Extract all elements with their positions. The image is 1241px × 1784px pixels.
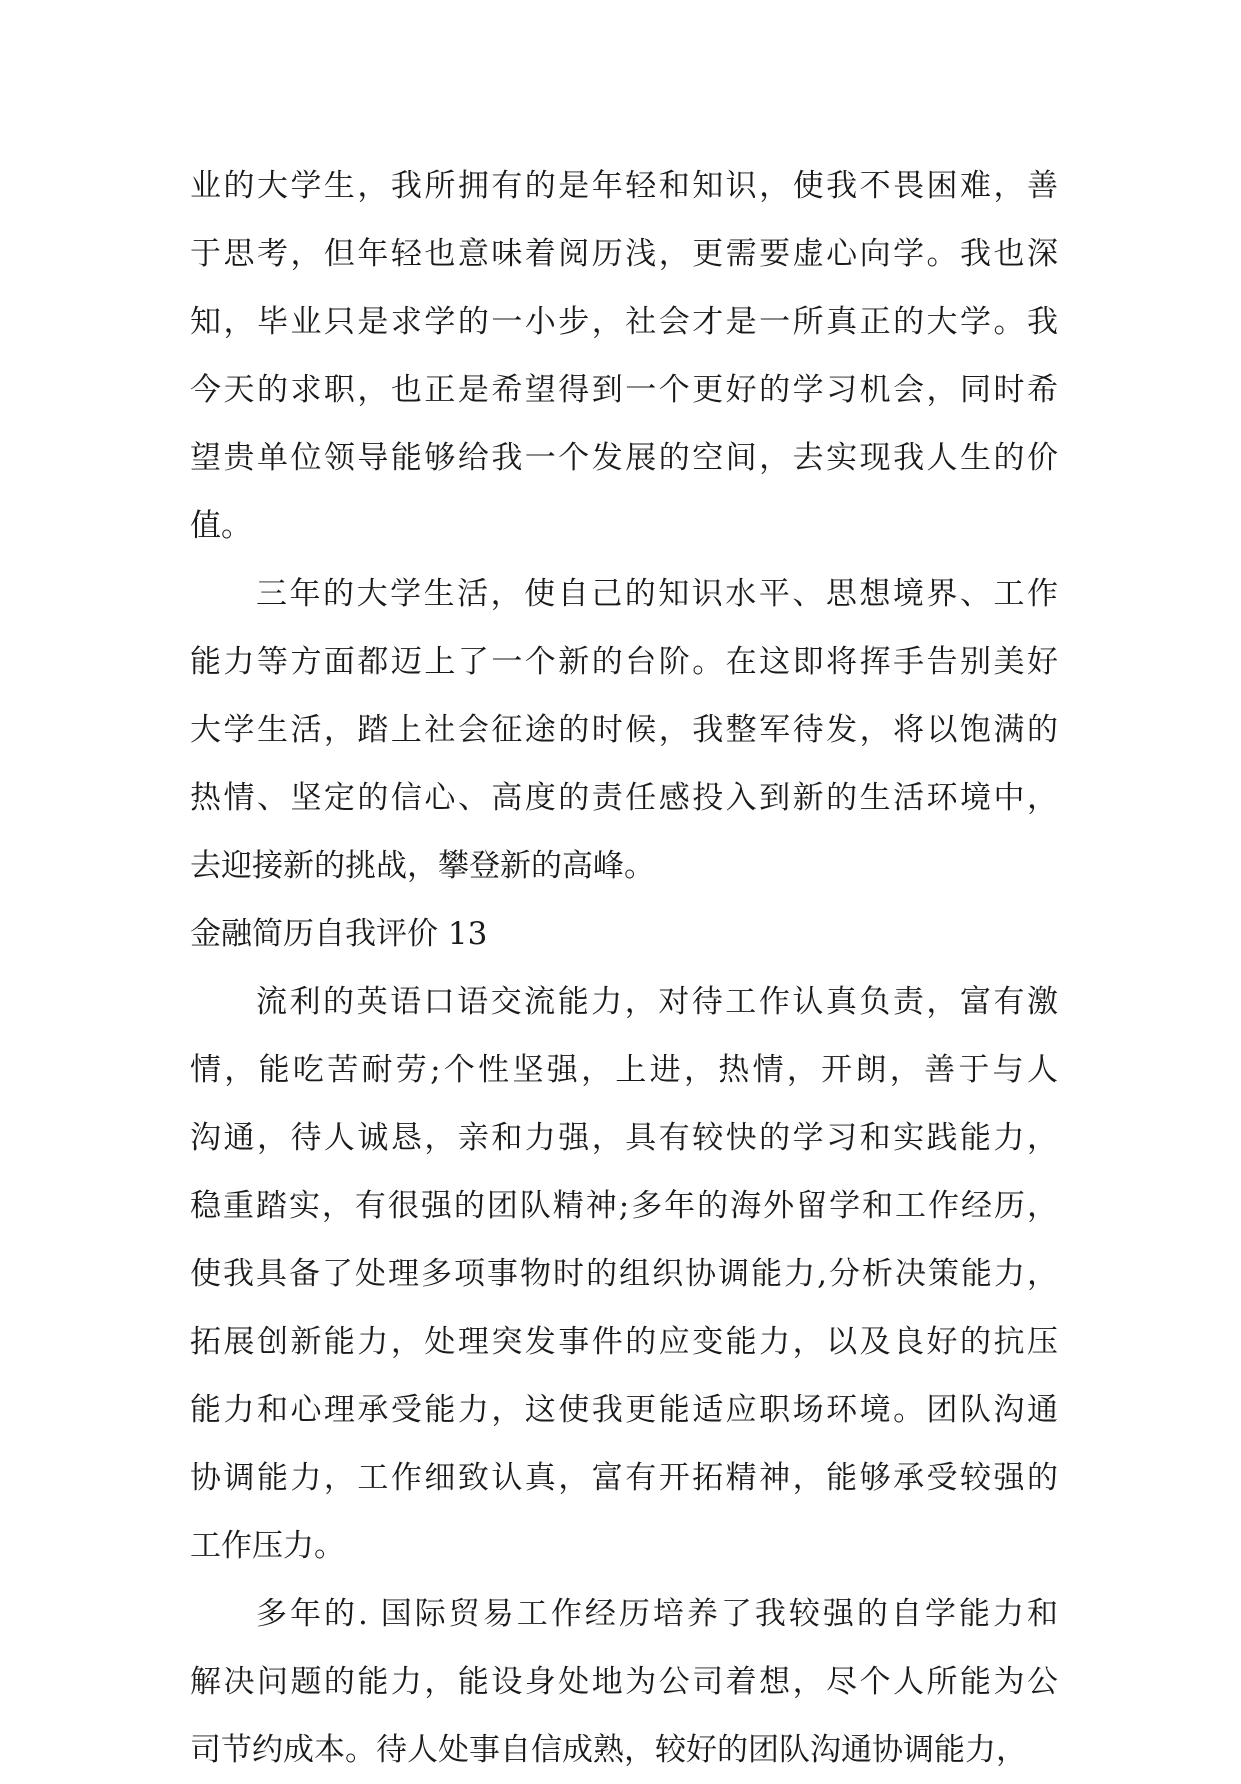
- text-line: 能力和心理承受能力，这使我更能适应职场环境。团队沟通: [190, 1392, 1058, 1428]
- text-line: 拓展创新能力，处理突发事件的应变能力，以及良好的抗压: [190, 1324, 1058, 1360]
- text-line: 解决问题的能力，能设身处地为公司着想，尽个人所能为公: [190, 1664, 1058, 1700]
- text-line: 使我具备了处理多项事物时的组织协调能力,分析决策能力，: [190, 1256, 1058, 1292]
- text-line: 工作压力。: [190, 1528, 345, 1564]
- text-line: 业的大学生，我所拥有的是年轻和知识，使我不畏困难，善: [190, 168, 1058, 204]
- text-line: 稳重踏实，有很强的团队精神;多年的海外留学和工作经历，: [190, 1188, 1058, 1224]
- text-line: 三年的大学生活，使自己的知识水平、思想境界、工作: [256, 576, 1058, 612]
- text-line: 知，毕业只是求学的一小步，社会才是一所真正的大学。我: [190, 304, 1058, 340]
- text-line: 于思考，但年轻也意味着阅历浅，更需要虚心向学。我也深: [190, 236, 1058, 272]
- text-line: 大学生活，踏上社会征途的时候，我整军待发，将以饱满的: [190, 712, 1058, 748]
- heading-line: 金融简历自我评价 13: [190, 916, 488, 952]
- paragraph-1: [190, 152, 1058, 560]
- text-line: 沟通，待人诚恳，亲和力强，具有较快的学习和实践能力，: [190, 1120, 1058, 1156]
- paragraph-2: [190, 560, 1058, 900]
- section-heading: [190, 900, 1058, 968]
- paragraph-3: [190, 968, 1058, 1580]
- text-line: 去迎接新的挑战，攀登新的高峰。: [190, 848, 655, 884]
- paragraph-4: [190, 1580, 1058, 1784]
- text-line: 能力等方面都迈上了一个新的台阶。在这即将挥手告别美好: [190, 644, 1058, 680]
- text-line: 热情、坚定的信心、高度的责任感投入到新的生活环境中，: [190, 780, 1058, 816]
- text-line: 多年的. 国际贸易工作经历培养了我较强的自学能力和: [256, 1596, 1058, 1632]
- text-line: 今天的求职，也正是希望得到一个更好的学习机会，同时希: [190, 372, 1058, 408]
- text-line: 值。: [190, 508, 252, 544]
- text-line: 情，能吃苦耐劳;个性坚强，上进，热情，开朗，善于与人: [190, 1052, 1058, 1088]
- text-line: 流利的英语口语交流能力，对待工作认真负责，富有激: [256, 984, 1058, 1020]
- document-body: [190, 152, 1058, 1784]
- text-line: 司节约成本。待人处事自信成熟，较好的团队沟通协调能力，: [190, 1732, 1027, 1768]
- text-line: 协调能力，工作细致认真，富有开拓精神，能够承受较强的: [190, 1460, 1058, 1496]
- text-line: 望贵单位领导能够给我一个发展的空间，去实现我人生的价: [190, 440, 1058, 476]
